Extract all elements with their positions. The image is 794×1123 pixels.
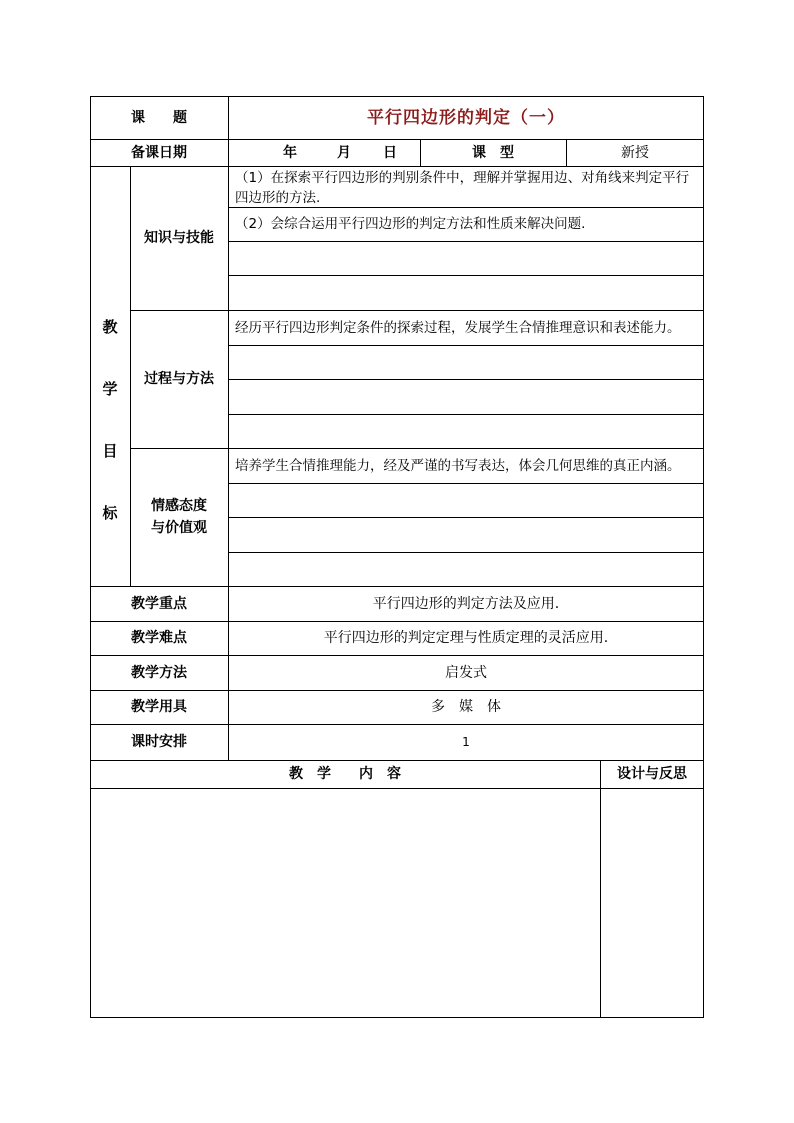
topic-label: 课 题 <box>131 109 187 126</box>
lesson-plan-table <box>90 96 704 1018</box>
knowledge-item: （1）在探索平行四边形的判别条件中，理解并掌握用边、对角线来判定平行四边形的方法. <box>235 170 690 206</box>
rule <box>228 275 704 276</box>
type-label: 课 型 <box>472 144 514 161</box>
attitude-label <box>130 448 228 586</box>
schedule-label: 课时安排 <box>131 734 187 750</box>
lesson-title: 平行四边形的判定（一） <box>367 107 565 128</box>
date-month: 月 <box>337 144 351 161</box>
attitude-label-line1: 情感态度 <box>151 498 207 514</box>
rule <box>228 517 704 518</box>
attitude-label-line2: 与价值观 <box>151 520 207 536</box>
objectives-char: 目 <box>102 442 118 460</box>
rule <box>703 96 704 1018</box>
objectives-char: 学 <box>102 380 118 398</box>
tools-value: 多 媒 体 <box>431 699 501 715</box>
type-value: 新授 <box>621 144 649 161</box>
rule <box>228 483 704 484</box>
objectives-char: 教 <box>102 318 118 336</box>
attitude-item: 培养学生合情推理能力，经及严谨的书写表达，体会几何思维的真正内涵。 <box>235 458 681 474</box>
knowledge-label: 知识与技能 <box>144 230 214 246</box>
method-label: 教学方法 <box>131 664 187 681</box>
schedule-value: 1 <box>462 735 470 749</box>
process-item: 经历平行四边形判定条件的探索过程，发展学生合情推理意识和表述能力。 <box>235 320 681 336</box>
objectives-char: 标 <box>102 504 118 522</box>
focus-value: 平行四边形的判定方法及应用. <box>372 595 560 612</box>
rule <box>228 345 704 346</box>
rule <box>228 379 704 380</box>
date-year: 年 <box>283 144 297 161</box>
content-header: 教 学 内 容 <box>289 766 401 782</box>
rule <box>228 241 704 242</box>
tools-label: 教学用具 <box>131 699 187 715</box>
knowledge-item: （2）会综合运用平行四边形的判定方法和性质来解决问题. <box>235 216 586 232</box>
process-label: 过程与方法 <box>144 371 214 387</box>
difficulty-value: 平行四边形的判定定理与性质定理的灵活应用. <box>323 630 609 646</box>
date-day: 日 <box>383 144 397 161</box>
method-value: 启发式 <box>445 664 487 681</box>
date-label: 备课日期 <box>131 144 187 161</box>
rule <box>228 552 704 553</box>
reflection-area[interactable] <box>601 789 703 1017</box>
difficulty-label: 教学难点 <box>131 630 187 646</box>
reflection-header: 设计与反思 <box>617 766 687 782</box>
content-area[interactable] <box>91 789 600 1017</box>
rule <box>228 414 704 415</box>
focus-label: 教学重点 <box>131 595 187 612</box>
rule <box>90 1017 704 1018</box>
